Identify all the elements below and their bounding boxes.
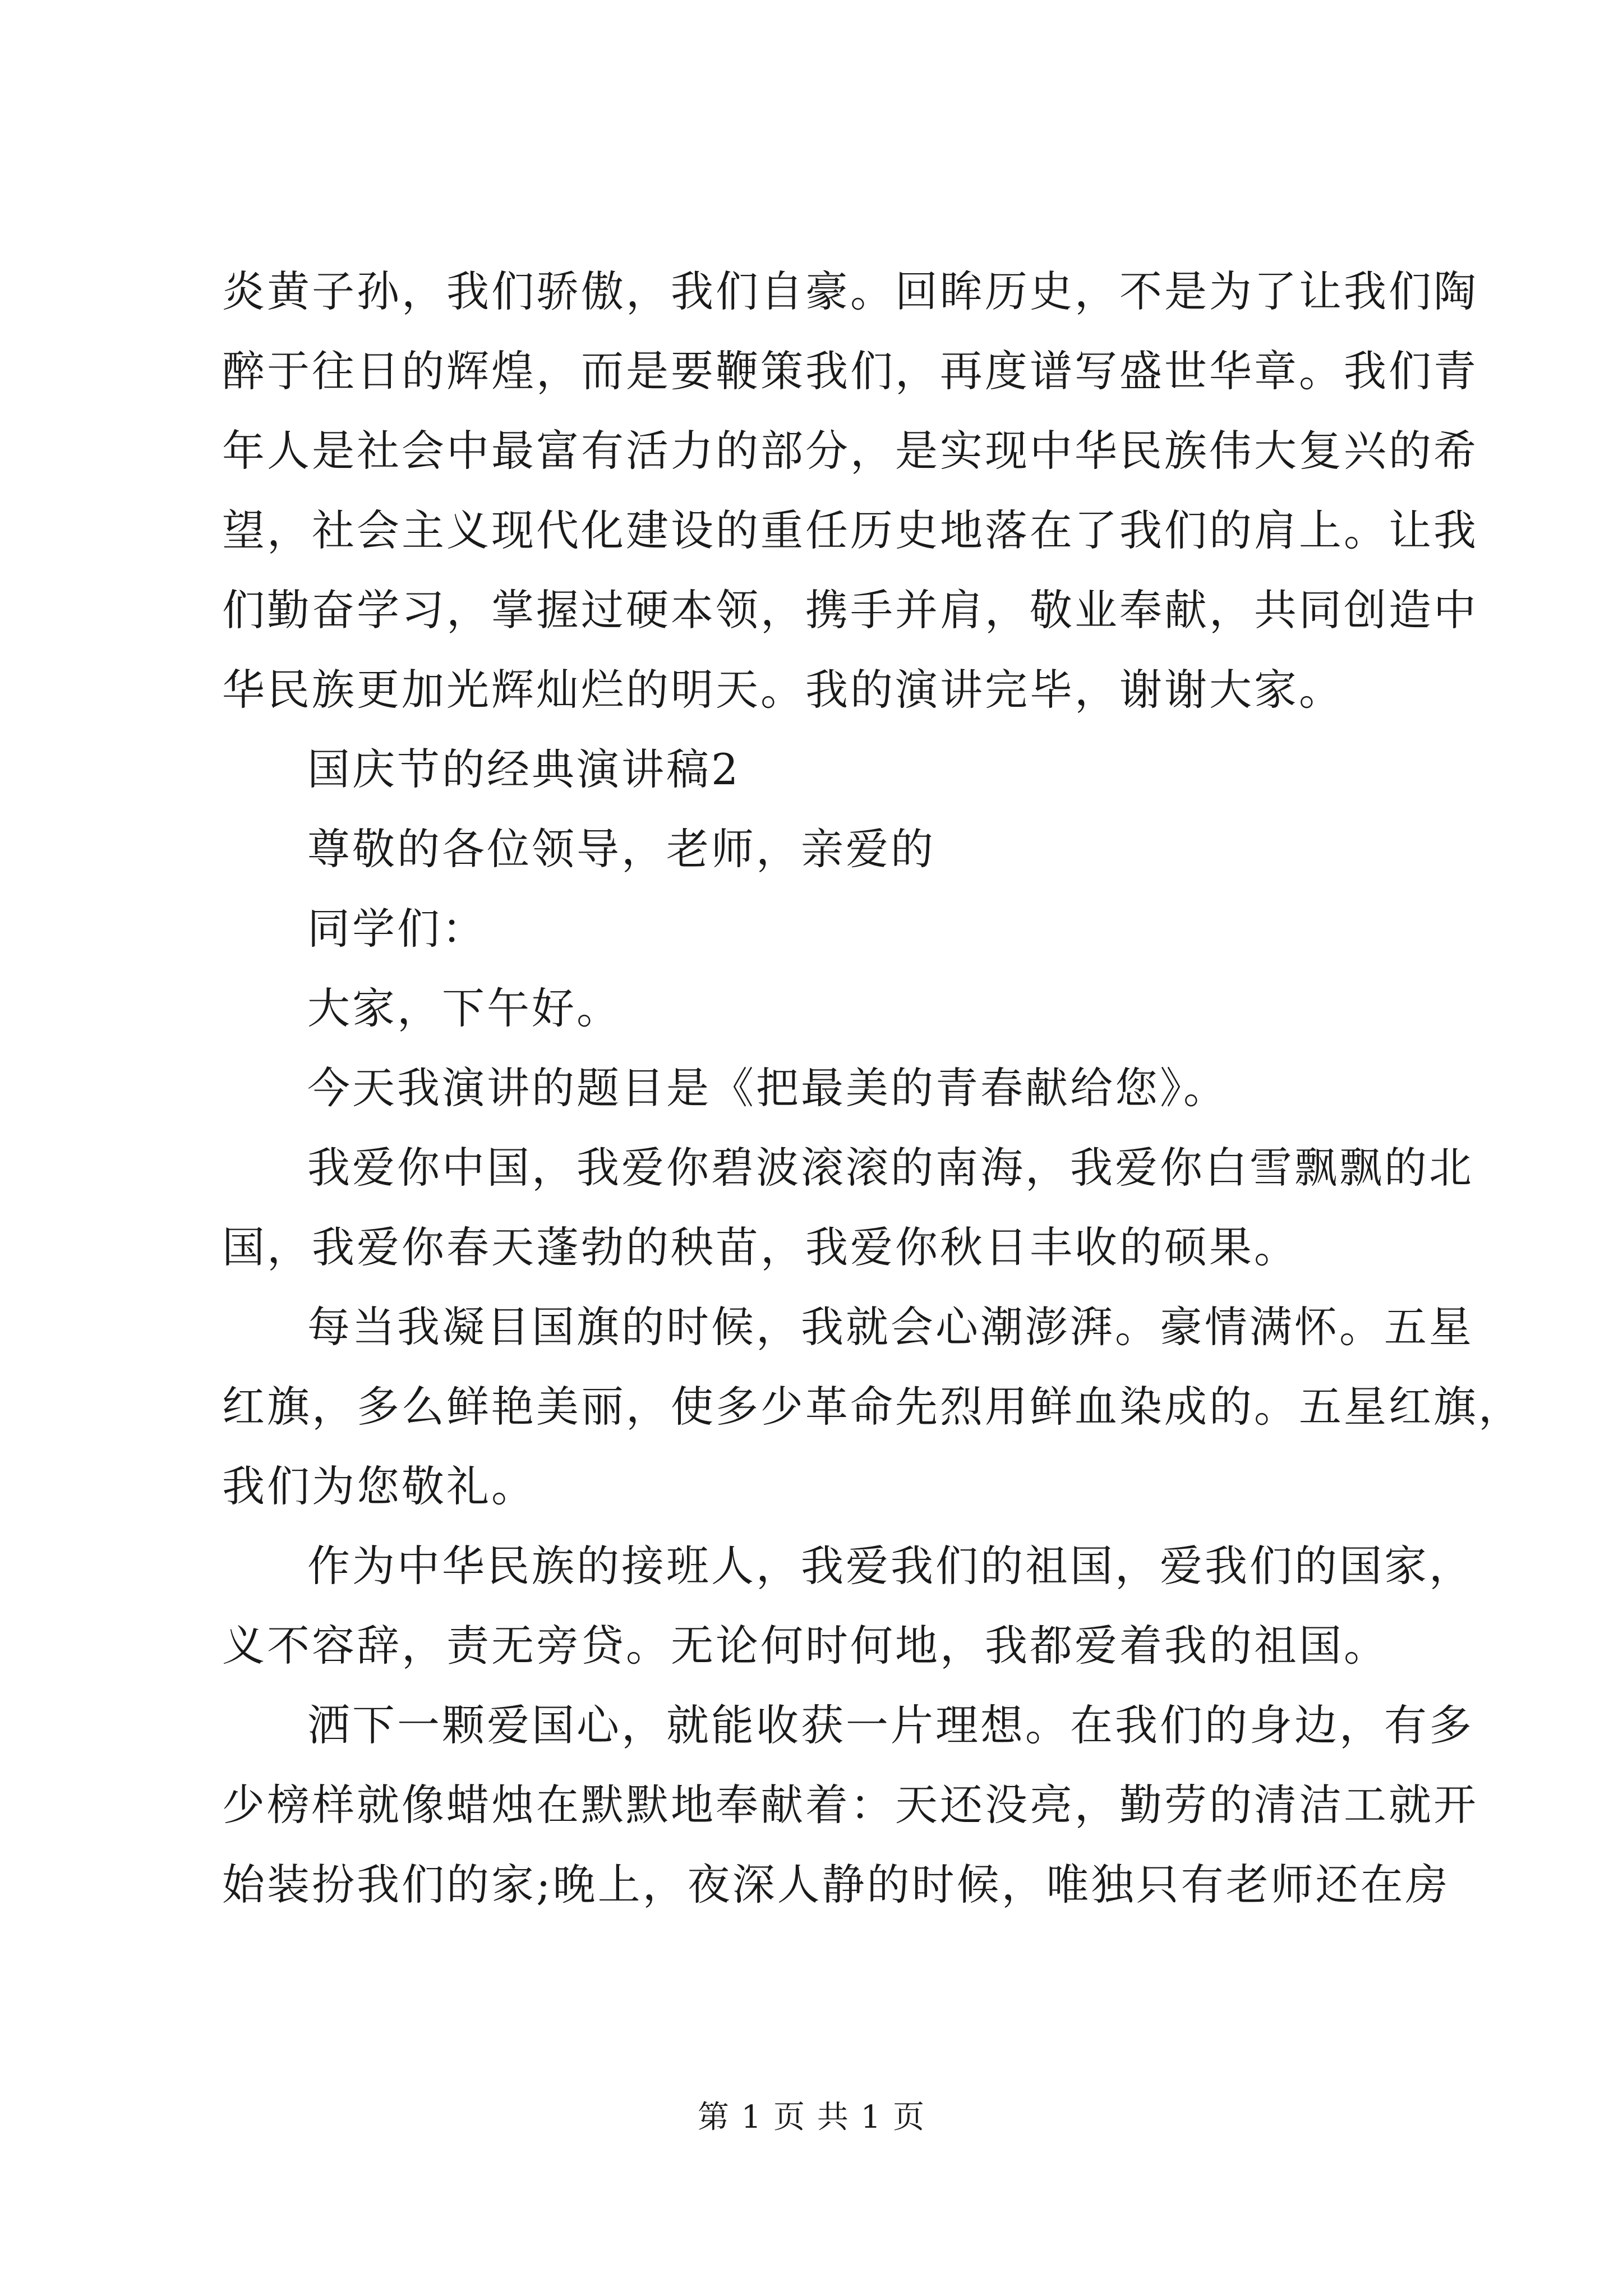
text-line: 今天我演讲的题目是《把最美的青春献给您》。 bbox=[307, 1063, 1228, 1113]
text-line: 醉于往日的辉煌，而是要鞭策我们，再度谱写盛世华章。我们青 bbox=[222, 346, 1478, 396]
text-line: 作为中华民族的接班人，我爱我们的祖国，爱我们的国家， bbox=[307, 1541, 1474, 1591]
text-line: 洒下一颗爱国心，就能收获一片理想。在我们的身边，有多 bbox=[307, 1700, 1474, 1750]
salutation-line: 同学们： bbox=[307, 904, 487, 954]
text-line: 红旗，多么鲜艳美丽，使多少革命先烈用鲜血染成的。五星红旗， bbox=[222, 1382, 1523, 1432]
text-line: 始装扮我们的家;晚上，夜深人静的时候，唯独只有老师还在房 bbox=[222, 1860, 1450, 1910]
text-line: 少榜样就像蜡烛在默默地奉献着：天还没亮，勤劳的清洁工就开 bbox=[222, 1780, 1478, 1830]
text-line: 炎黄子孙，我们骄傲，我们自豪。回眸历史，不是为了让我们陶 bbox=[222, 266, 1478, 316]
text-line: 望，社会主义现代化建设的重任历史地落在了我们的肩上。让我 bbox=[222, 505, 1478, 555]
text-line: 年人是社会中最富有活力的部分，是实现中华民族伟大复兴的希 bbox=[222, 426, 1478, 476]
section-heading: 国庆节的经典演讲稿2 bbox=[307, 744, 741, 794]
text-line: 义不容辞，责无旁贷。无论何时何地，我都爱着我的祖国。 bbox=[222, 1621, 1389, 1671]
text-line: 华民族更加光辉灿烂的明天。我的演讲完毕，谢谢大家。 bbox=[222, 665, 1344, 715]
page-number-footer: 第 1 页 共 1 页 bbox=[697, 2099, 926, 2136]
text-line: 们勤奋学习，掌握过硬本领，携手并肩，敬业奉献，共同创造中 bbox=[222, 585, 1478, 635]
text-line: 每当我凝目国旗的时候，我就会心潮澎湃。豪情满怀。五星 bbox=[307, 1302, 1474, 1352]
salutation-line: 尊敬的各位领导，老师，亲爱的 bbox=[307, 824, 935, 874]
text-line: 我们为您敬礼。 bbox=[222, 1461, 536, 1511]
text-line: 国，我爱你春天蓬勃的秧苗，我爱你秋日丰收的硕果。 bbox=[222, 1222, 1299, 1272]
text-line: 我爱你中国，我爱你碧波滚滚的南海，我爱你白雪飘飘的北 bbox=[307, 1143, 1474, 1193]
greeting-line: 大家，下午好。 bbox=[307, 983, 621, 1033]
